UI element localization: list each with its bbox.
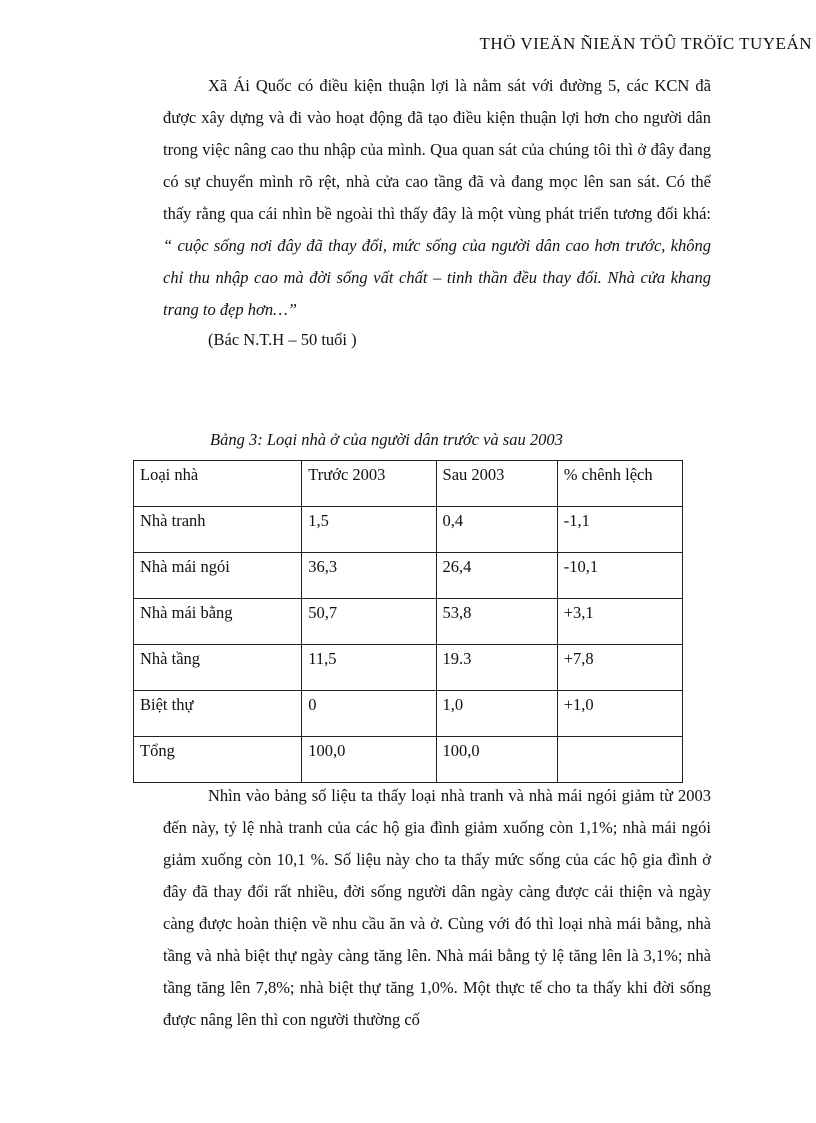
table-header-cell: Sau 2003	[436, 461, 557, 507]
table-header-cell: % chênh lệch	[557, 461, 682, 507]
table-row	[134, 553, 683, 599]
table-header-row	[134, 461, 683, 507]
paragraph-intro	[163, 70, 711, 326]
table-caption: Bảng 3: Loại nhà ở của người dân trước và sau 2003	[210, 430, 563, 449]
table-row	[134, 691, 683, 737]
table-header-cell: Loại nhà	[134, 461, 302, 507]
table-cell: Biệt thự	[134, 691, 302, 737]
table-cell: Nhà tranh	[134, 507, 302, 553]
table-header-cell: Trước 2003	[302, 461, 436, 507]
quote-attribution: (Bác N.T.H – 50 tuổi )	[208, 330, 357, 349]
housing-table	[133, 460, 683, 783]
table-cell: 0	[302, 691, 436, 737]
paragraph-analysis: Nhìn vào bảng số liệu ta thấy loại nhà tranh và nhà mái ngói giảm từ 2003 đến này, tỷ lệ nhà tranh của các hộ gia đình giảm xuống còn 1,1%; nhà mái ngói giảm xuống còn 10,1 %. Số liệu này cho ta thấy mức sống của các hộ gia đình ở đây đã thay đổi rất nhiều, đời sống người dân ngày càng được cải thiện và ngày càng được hoàn thiện về nhu cầu ăn và ở. Cùng với đó thì loại nhà mái bằng, nhà tầng và nhà biệt thự ngày càng tăng lên. Nhà mái bằng tỷ lệ tăng lên là 3,1%; nhà tầng tăng lên 7,8%; nhà biệt thự tăng 1,0%. Một thực tế cho ta thấy khi đời sống được nâng lên thì con người thường cố	[163, 786, 711, 1029]
table-row	[134, 645, 683, 691]
table-cell: 19.3	[436, 645, 557, 691]
table-cell: +1,0	[557, 691, 682, 737]
paragraph-intro-text: Xã Ái Quốc có điều kiện thuận lợi là nằm sát với đường 5, các KCN đã được xây dựng và đi vào hoạt động đã tạo điều kiện thuận lợi hơn cho người dân trong việc nâng cao thu nhập của mình. Qua quan sát của chúng tôi thì ở đây đang có sự chuyển mình rõ rệt, nhà cửa cao tầng đã và đang mọc lên san sát. Có thể thấy rằng qua cái nhìn bề ngoài thì thấy đây là một vùng phát triển tương đối khá:	[163, 76, 711, 223]
table-cell: 11,5	[302, 645, 436, 691]
page-header: THÖ VIEÄN ÑIEÄN TÖÛ TRÖÏC TUYEÁN	[479, 34, 812, 53]
table-cell: 50,7	[302, 599, 436, 645]
table-row	[134, 599, 683, 645]
table-cell: 26,4	[436, 553, 557, 599]
table-cell: Nhà mái bằng	[134, 599, 302, 645]
table-cell: 53,8	[436, 599, 557, 645]
table-cell: +3,1	[557, 599, 682, 645]
table-cell: 100,0	[436, 737, 557, 783]
table-cell: +7,8	[557, 645, 682, 691]
table-cell: 100,0	[302, 737, 436, 783]
table-cell: Nhà tầng	[134, 645, 302, 691]
table-cell: 0,4	[436, 507, 557, 553]
table-cell: -10,1	[557, 553, 682, 599]
table-cell: -1,1	[557, 507, 682, 553]
table-cell: 36,3	[302, 553, 436, 599]
resident-quote: “ cuộc sống nơi đây đã thay đổi, mức sống của người dân cao hơn trước, không chỉ thu nhập cao mà đời sống vất chất – tinh thần đều thay đổi. Nhà cửa khang trang to đẹp hơn…”	[163, 236, 711, 319]
table-row-total	[134, 737, 683, 783]
table-cell: Tổng	[134, 737, 302, 783]
table-row	[134, 507, 683, 553]
table-cell: Nhà mái ngói	[134, 553, 302, 599]
table-cell: 1,0	[436, 691, 557, 737]
table-cell	[557, 737, 682, 783]
table-cell: 1,5	[302, 507, 436, 553]
